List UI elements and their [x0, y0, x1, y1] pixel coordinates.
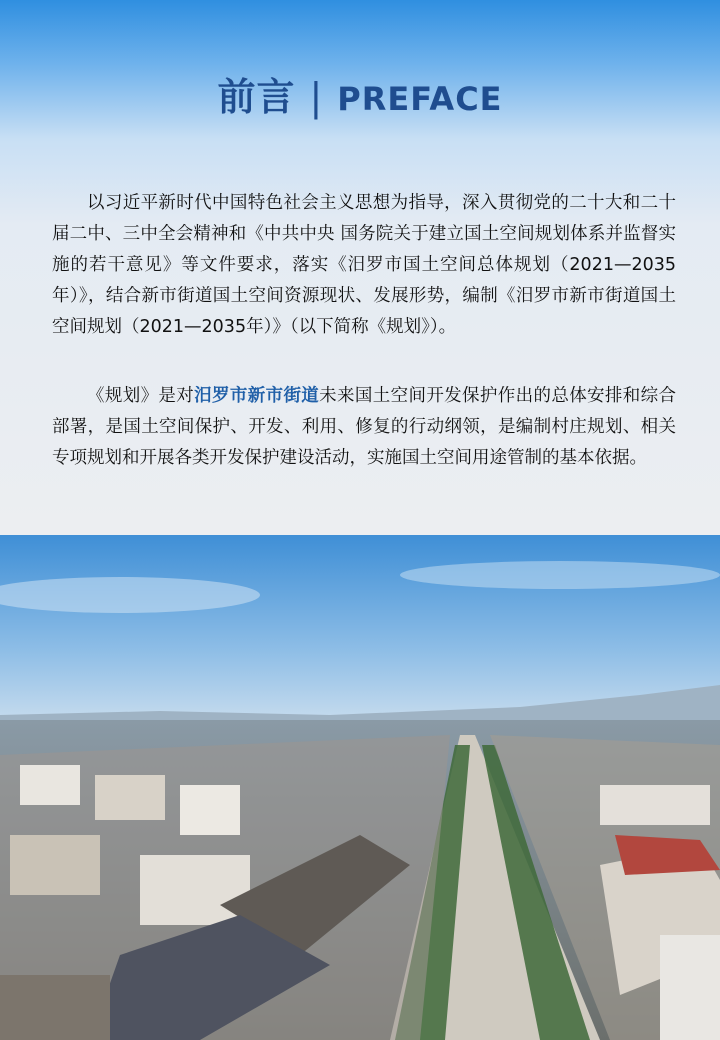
- title-separator: |: [309, 75, 324, 119]
- preface-paragraph-1: 以习近平新时代中国特色社会主义思想为指导，深入贯彻党的二十大和二十届二中、三中全会精神和《中共中央 国务院关于建立国土空间规划体系并监督实施的若干意见》等文件要求，落实《汨罗市国土空间总体规划（2021—2035年）》，结合新市街道国土空间资源现状、发展形势，编制《汨罗市新市街道国土空间规划（2021—2035年）》（以下简称《规划》）。: [52, 193, 676, 337]
- building: [140, 855, 250, 925]
- building: [10, 835, 100, 895]
- cloud: [400, 561, 720, 589]
- building: [20, 765, 80, 805]
- paragraph-2-rest: 未来国土空间开发保护作出的总体安排和综合部署，是国土空间保护、开发、利用、修复的行动纲领，是编制村庄规划、相关专项规划和开展各类开发保护建设活动，实施国土空间用途管制的基本依据。: [52, 386, 676, 468]
- building: [95, 775, 165, 820]
- title-english: PREFACE: [337, 80, 503, 118]
- preface-paragraph-2: [52, 381, 676, 474]
- building: [660, 935, 720, 1040]
- building: [600, 785, 710, 825]
- building: [180, 785, 240, 835]
- highlight-place-name: 汨罗市新市街道: [194, 386, 320, 406]
- aerial-illustration: [0, 535, 720, 1040]
- title-chinese: 前言: [217, 75, 296, 119]
- paragraph-2-lead: 《规划》是对: [87, 386, 195, 406]
- town-aerial-photo: [0, 535, 720, 1040]
- building: [0, 975, 110, 1040]
- page-title: [0, 66, 720, 121]
